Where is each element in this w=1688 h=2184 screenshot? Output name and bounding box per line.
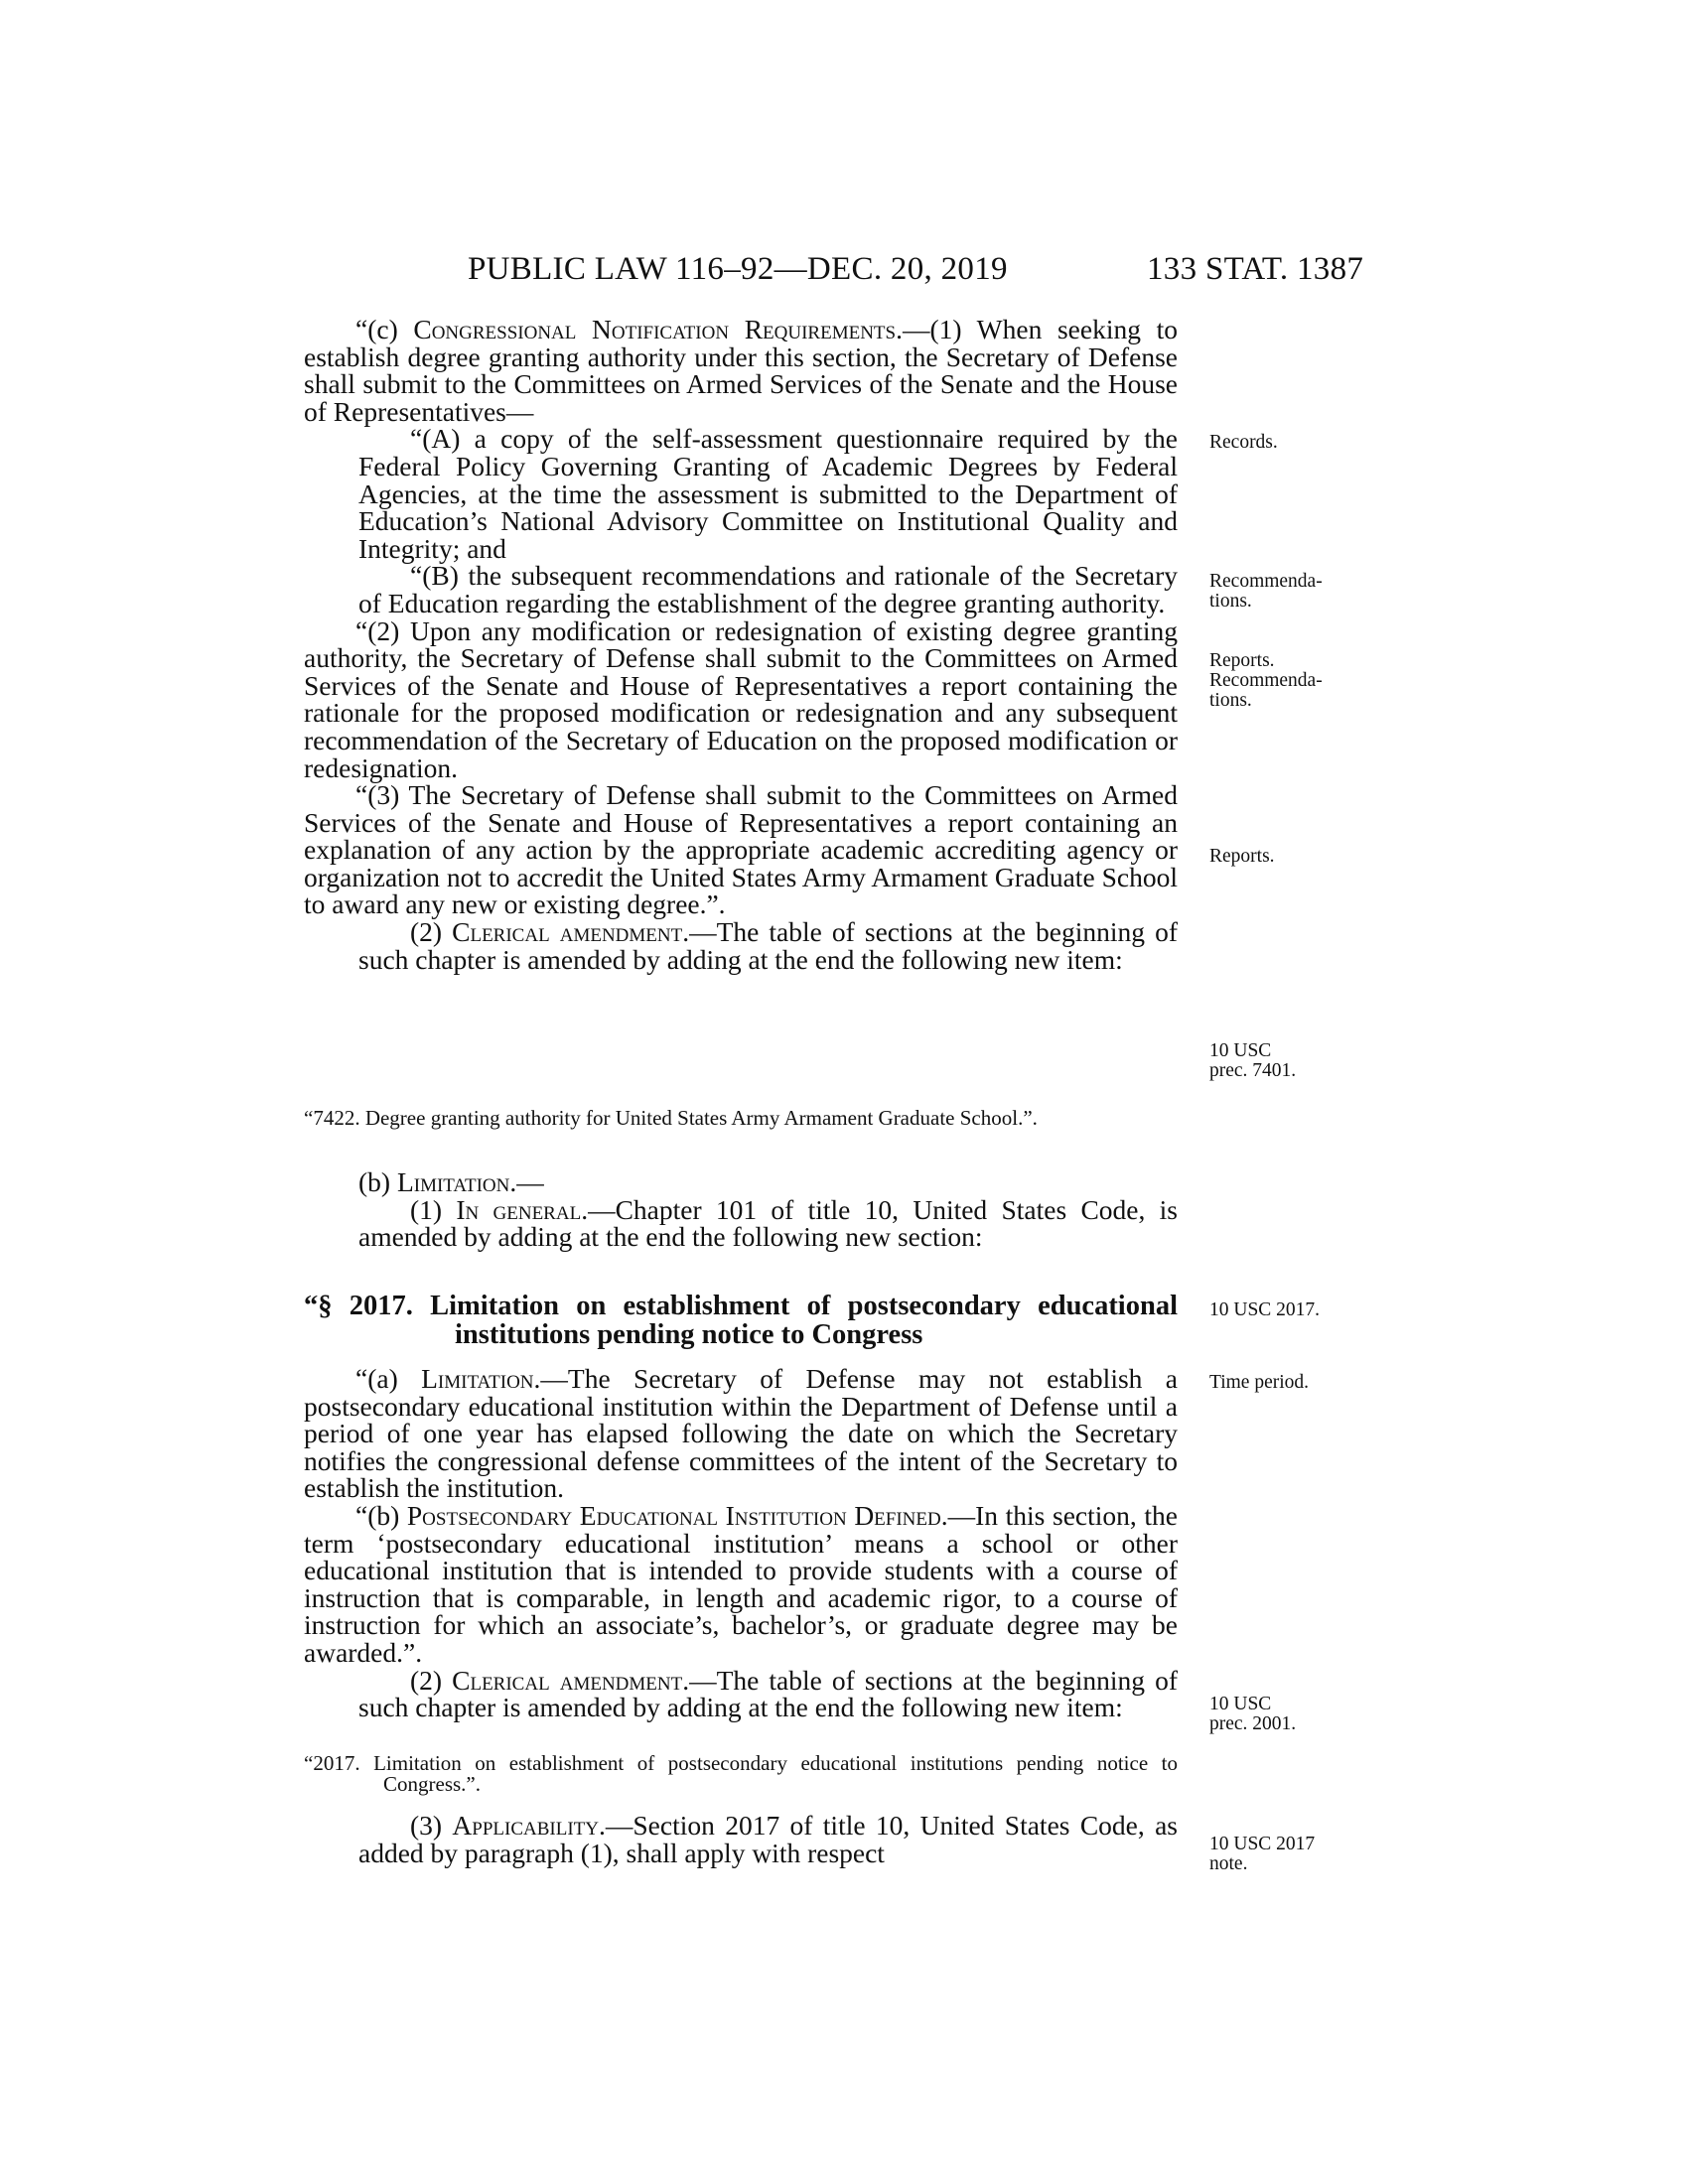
- margin-note-time-period: Time period.: [1209, 1372, 1310, 1393]
- paragraph-b-limitation: (b) Limitation.—: [358, 1166, 544, 1197]
- paragraph-sec-a: “(a) Limitation.—The Secretary of Defense may not establish a postsecondary educational institution within the Department of Defense until a period of one year has elapsed following the date on which the Secretary notifies the congressional defense committees of the intent of the Secretary to establish the institution.: [304, 1363, 1178, 1504]
- paragraph-clerical-amendment-2: (2) Clerical amendment.—The table of sections at the beginning of such chapter is amended by adding at the end the following new item:: [358, 1664, 1178, 1723]
- margin-note-usc-2017-note: 10 USC 2017 note.: [1209, 1834, 1316, 1874]
- paragraph-c-B: “(B) the subsequent recommendations and rationale of the Secretary of Education regarding the establishment of the degree granting authority.: [358, 560, 1178, 618]
- block-section-2017-heading: [304, 1292, 1178, 1349]
- block-new-item-7422: [304, 1108, 1178, 1129]
- margin-note-usc-prec-7401: 10 USC prec. 7401.: [1209, 1040, 1297, 1081]
- paragraph-c-A: “(A) a copy of the self-assessment questionnaire required by the Federal Policy Governing Granting of Academic Degrees by Federal Agencies, at the time the assessment is submitted to the Department of Education’s National Advisory Committee on Institutional Quality and Integrity; and: [358, 423, 1178, 564]
- margin-note-reports-recommendations: Reports. Recommenda- tions.: [1209, 650, 1323, 711]
- paragraph-in-general: (1) In general.—Chapter 101 of title 10, United States Code, is amended by adding at the end the following new section:: [358, 1193, 1178, 1253]
- table-item-7422: “7422. Degree granting authority for United States Army Armament Graduate School.”.: [304, 1106, 1038, 1130]
- paragraph-clerical-amendment-1: (2) Clerical amendment.—The table of sections at the beginning of such chapter is amended by adding at the end the following new item:: [358, 916, 1178, 975]
- block-subsection-c: [304, 316, 1178, 973]
- paragraph-c-3: “(3) The Secretary of Defense shall submit to the Committees on Armed Services of the Senate and House of Representatives a report containing an explanation of any action by the appropriate academic accrediting agency or organization not to accredit the United States Army Armament Graduate School to award any new or existing degree.”.: [304, 779, 1178, 920]
- margin-note-records: Records.: [1209, 432, 1278, 453]
- block-section-2017: [304, 1365, 1178, 1721]
- margin-note-usc-prec-2001: 10 USC prec. 2001.: [1209, 1694, 1297, 1734]
- paragraph-c: “(c) Congressional Notification Requirements.—(1) When seeking to establish degree granting authority under this section, the Secretary of Defense shall submit to the Committees on Armed Services of the Senate and the House of Representatives—: [304, 314, 1178, 427]
- block-applicability: [304, 1812, 1178, 1866]
- header-public-law: PUBLIC LAW 116–92—DEC. 20, 2019: [468, 251, 1008, 287]
- paragraph-sec-b: “(b) Postsecondary Educational Institution Defined.—In this section, the term ‘postsecondary educational institution’ means a school or other educational institution that is intended to provide students with a course of instruction that is comparable, in length and academic rigor, to a course of instruction for which an associate’s, bachelor’s, or graduate degree may be awarded.”.: [304, 1499, 1178, 1668]
- section-2017-heading: “§ 2017. Limitation on establishment of postsecondary educational institutions pending notice to Congress: [304, 1291, 1178, 1350]
- paragraph-c-2: “(2) Upon any modification or redesignation of existing degree granting authority, the Secretary of Defense shall submit to the Committees on Armed Services of the Senate and House of Representatives a report containing the rationale for the proposed modification or redesignation and any subsequent recommendation of the Secretary of Education on the proposed modification or redesignation.: [304, 614, 1178, 783]
- block-limitation: [304, 1168, 1178, 1251]
- margin-note-reports: Reports.: [1209, 846, 1275, 867]
- margin-note-recommendations: Recommenda- tions.: [1209, 571, 1323, 612]
- block-new-item-2017: [304, 1753, 1178, 1795]
- header-page-number: 133 STAT. 1387: [1147, 251, 1364, 287]
- paragraph-applicability: (3) Applicability.—Section 2017 of title 10, United States Code, as added by paragraph (1), shall apply with respect: [358, 1810, 1178, 1868]
- margin-note-usc-2017: 10 USC 2017.: [1209, 1299, 1321, 1320]
- table-item-2017: “2017. Limitation on establishment of postsecondary educational institutions pending notice to Congress.”.: [304, 1751, 1178, 1796]
